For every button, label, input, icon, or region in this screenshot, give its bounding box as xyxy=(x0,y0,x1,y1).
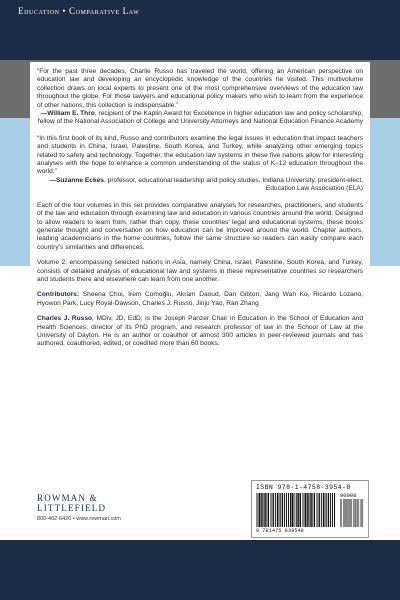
barcode-bar xyxy=(323,493,324,527)
description-paragraph: Volume 2, encompassing selected nations in Asia, namely China, Israel, Palestine, South Korea, and Turkey, consists of detailed analysis of educational law and systems in these representative countries so researchers and students there and elsewhere can learn from one another. xyxy=(37,259,363,283)
isbn-barcode xyxy=(251,480,369,538)
barcode-bar xyxy=(298,493,299,527)
barcode-bar xyxy=(353,499,354,527)
barcode-bar xyxy=(348,499,349,527)
barcode-bar xyxy=(361,499,362,527)
barcode-bar xyxy=(273,493,274,527)
barcode-bar xyxy=(319,493,320,527)
barcode-bar xyxy=(284,493,285,527)
barcode-bar xyxy=(256,493,257,527)
barcode-bar xyxy=(305,493,306,527)
barcode-bar xyxy=(275,493,276,527)
contributors-paragraph xyxy=(37,291,363,308)
barcode-bar xyxy=(307,493,308,527)
barcode-bar xyxy=(270,493,271,527)
publisher-name-line2: LITTLEFIELD xyxy=(37,503,107,513)
barcode-bar xyxy=(358,499,359,527)
barcode-bar xyxy=(342,499,343,527)
barcode-bar xyxy=(344,499,345,527)
barcode-bar xyxy=(316,493,317,527)
barcode-bar xyxy=(262,493,263,527)
barcode-bar xyxy=(304,493,305,527)
contributors-label: Contributors: xyxy=(37,291,80,299)
barcode-bar xyxy=(355,499,356,527)
barcode-bar xyxy=(290,493,291,527)
barcode-bar xyxy=(300,493,301,527)
barcode-bar xyxy=(295,493,296,527)
barcode-bar xyxy=(330,493,331,527)
barcode-bar xyxy=(310,493,311,527)
barcode-bar xyxy=(292,493,293,527)
barcode-bar xyxy=(351,499,352,527)
publisher-name-line1: ROWMAN & xyxy=(37,493,98,503)
barcode-bar xyxy=(328,493,329,527)
barcode-bar xyxy=(362,499,363,527)
barcode-bar xyxy=(326,493,327,527)
barcode-addon-number: 90000 xyxy=(340,492,357,499)
bottom-band xyxy=(0,540,400,600)
barcode-bar xyxy=(343,499,344,527)
barcode-bar xyxy=(264,493,265,527)
endorser-name: —William E. Thro xyxy=(40,110,95,118)
barcode-bar xyxy=(332,493,333,527)
back-cover-panel xyxy=(30,62,370,540)
endorsement-2 xyxy=(37,135,363,194)
barcode-bar xyxy=(311,493,312,527)
barcode-bar xyxy=(282,493,283,527)
barcode-bar xyxy=(259,493,260,527)
barcode-bar xyxy=(334,493,335,527)
barcode-bar xyxy=(346,499,347,527)
endorser-name: —Suzanne Eckes xyxy=(49,176,104,184)
publisher-contact: 800-462-6420 • www.rowman.com xyxy=(37,516,121,522)
endorsement-quote: “In this first book of its kind, Russo and contributors examine the legal issues in education that impact teachers and students in China, Israel, Palestine, South Korea, and Turkey, while analyzing other emerging topics related to safety and technology. Together, the education law systems in these five nations allow for interesting analyses with the hope to enhance a common understanding of the status of K–12 education throughout the world.” xyxy=(37,134,363,176)
barcode-bar xyxy=(349,499,350,527)
author-name: Charles J. Russo xyxy=(37,315,93,323)
barcode-bar xyxy=(288,493,289,527)
barcode-bar xyxy=(325,493,326,527)
endorsement-quote: “For the past three decades, Charlie Russo has traveled the world, offering an American perspective on education law and developing an encyclopedic knowledge of the countries he visited. This multivolume collection draws on local experts to present one of the most comprehensive overviews of the education law throughout the globe. For those lawyers and educational policy makers who wish to learn from the experience of other nations, this collection is indispensable.” xyxy=(37,68,363,109)
barcode-digits: 9 781475 839548 xyxy=(256,528,305,534)
barcode-bar xyxy=(357,499,358,527)
endorsement-attribution xyxy=(37,110,363,127)
barcode-bar xyxy=(261,493,262,527)
endorsement-1 xyxy=(37,68,363,127)
barcode-bar xyxy=(268,493,269,527)
barcode-bar xyxy=(321,493,322,527)
top-band xyxy=(0,0,400,60)
description-paragraph: Each of the four volumes in this set provides comparative analyses for researches, practitioners, and students of the law and education through examining law and education in various countries around the world. Designed to allow readers to learn from, rather than copy, these countries’ legal and educational systems, these books generate thought and conversation on how education can be improved around the world. Chapter authors, leading academicians in the home countries, follow the same structure so readers can easily compare each country’s similarities and differences. xyxy=(37,201,363,251)
endorser-affiliation: , recipient of the Kaplin Award for Excellence in higher education law and policy scholarship, fellow of the National Association of College and University Attorneys and National Education Finance Academy xyxy=(37,110,363,126)
back-cover-text xyxy=(37,68,363,356)
barcode-bar xyxy=(340,499,341,527)
barcode-bar xyxy=(350,499,351,527)
barcode-bar xyxy=(308,493,309,527)
barcode-bar xyxy=(279,493,280,527)
barcode-bars xyxy=(256,493,336,527)
barcode-bar xyxy=(280,493,281,527)
series-title: Education • Comparative Law xyxy=(18,6,140,16)
publisher-logo xyxy=(37,493,121,522)
contributors-names: Sheena Choi, Irem Comoğlu, Akram Daoud, Dan Gibton, Jang Wan Ko, Ricardo Lozano, Hyowon Park, Lucy Royal-Dawson, Charles J. Russo, Jinju Yao, Ran Zhang xyxy=(37,291,363,307)
barcode-bar xyxy=(360,499,361,527)
author-bio-text: , MDiv, JD, EdD, is the Joseph Panzer Chair in Education in the School of Education and Health Sciences, director of its PhD program, and research professor of law in the School of Law at the University of Dayton. He is an author or coauthor of almost 300 articles in peer-reviewed journals and has authored, coauthored, edited, or coedited more than 60 books. xyxy=(37,315,363,348)
barcode-bar xyxy=(265,493,266,527)
barcode-bar xyxy=(314,493,315,527)
barcode-bar xyxy=(294,493,295,527)
endorser-affiliation: , professor, educational leadership and policy studies, Indiana University, president-elect, Education Law Association (ELA) xyxy=(103,176,363,193)
barcode-bar xyxy=(354,499,355,527)
isbn-number: ISBN 978-1-4758-3954-8 xyxy=(256,484,351,491)
barcode-bar xyxy=(318,493,319,527)
barcode-addon-bars xyxy=(340,499,364,527)
barcode-bar xyxy=(272,493,273,527)
barcode-bar xyxy=(347,499,348,527)
endorsement-attribution xyxy=(37,177,363,194)
author-bio xyxy=(37,315,363,349)
barcode-bar xyxy=(258,493,259,527)
barcode-bar xyxy=(286,493,287,527)
barcode-bar xyxy=(296,493,297,527)
barcode-bar xyxy=(277,493,278,527)
barcode-bar xyxy=(302,493,303,527)
